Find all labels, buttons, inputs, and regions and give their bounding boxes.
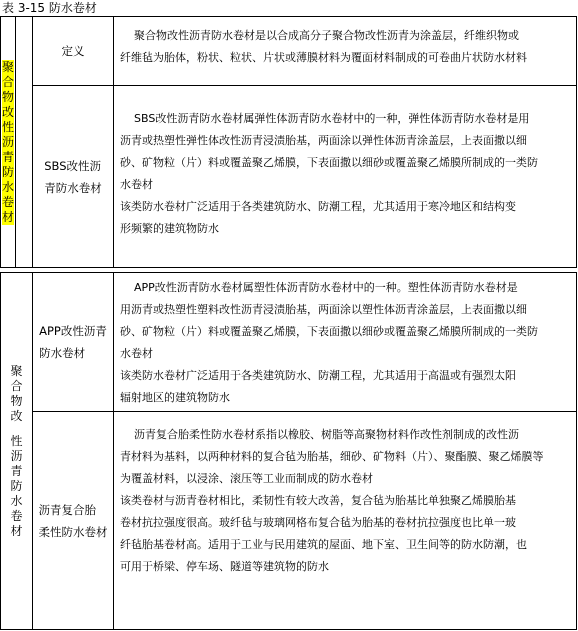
category-cell-2 xyxy=(0,272,33,630)
row-desc-line: 纤毡胎基卷材高。适用于工业与民用建筑的屋面、地下室、卫生间等的防水防潮，也 xyxy=(120,538,527,551)
row-name-line: SBS改性沥 xyxy=(44,158,102,173)
name-cell-sbs xyxy=(32,85,114,268)
category-char: 聚 xyxy=(1,59,14,74)
row-desc-line: 沥青或热塑性弹性体改性沥青浸渍胎基，两面涂以弹性体沥青涂盖层，上表面撒以细 xyxy=(120,134,527,147)
name-cell-app xyxy=(32,272,114,412)
category-char: 青 xyxy=(10,463,23,478)
category-char: 沥 xyxy=(10,448,23,463)
row-name-line: 青防水卷材 xyxy=(44,180,102,195)
name-cell-composite xyxy=(32,411,114,630)
row-desc-line: 聚合物改性沥青防水卷材是以合成高分子聚合物改性沥青为涂盖层，纤维织物或 xyxy=(134,29,519,42)
category-char: 合 xyxy=(1,74,14,89)
category-char: 合 xyxy=(10,378,23,393)
row-desc-line: 该类防水卷材广泛适用于各类建筑防水、防潮工程，尤其适用于高温或有强烈太阳 xyxy=(120,369,516,382)
category-char: 水 xyxy=(10,493,23,508)
waterproof-roll-table xyxy=(0,16,577,630)
category-char: 青 xyxy=(1,149,14,164)
row-desc-line: 卷材抗拉强度很高。玻纤毡与玻璃网格布复合毡为胎基的卷材抗拉强度也比单一玻 xyxy=(120,516,516,529)
row-desc-line: 砂、矿物粒（片）料或覆盖聚乙烯膜，下表面撒以细砂或覆盖聚乙烯膜所制成的一类防 xyxy=(120,325,538,338)
desc-cell-definition xyxy=(113,16,577,86)
row-name-line: 定义 xyxy=(61,44,85,58)
desc-cell-sbs xyxy=(113,85,577,268)
row-desc-line: 为覆盖材料，以浸涂、滚压等工业而制成的防水卷材 xyxy=(120,472,373,485)
category-char: 改 xyxy=(1,104,14,119)
row-desc-line: 形频繁的建筑物防水 xyxy=(120,222,219,235)
category-char: 材 xyxy=(1,209,14,224)
row-name-line: 柔性防水卷材 xyxy=(38,524,108,539)
row-desc-line: 水卷材 xyxy=(120,347,153,360)
table-caption: 表 3-15 防水卷材 xyxy=(2,1,97,15)
row-desc-line: 该类卷材与沥青卷材相比，柔韧性有较大改善，复合毡为胎基比单独聚乙烯膜胎基 xyxy=(120,494,516,507)
row-desc-line: APP改性沥青防水卷材属塑性体沥青防水卷材中的一种。塑性体沥青防水卷材是 xyxy=(134,281,518,294)
category-cell-1 xyxy=(0,16,16,268)
row-desc-line: 辐射地区的建筑物防水 xyxy=(120,391,230,404)
category-char: 水 xyxy=(1,179,14,194)
category-char: 物 xyxy=(10,393,23,408)
category-char: 沥 xyxy=(1,134,14,149)
category-char: 性 xyxy=(10,433,23,448)
category-char: 改 xyxy=(10,408,23,423)
row-name-line: 防水卷材 xyxy=(39,346,86,360)
row-desc-line: 用沥青或热塑性塑料改性沥青浸渍胎基，两面涂以塑性体沥青涂盖层，上表面撒以细 xyxy=(120,303,527,316)
row-desc-line: 可用于桥梁、停车场、隧道等建筑物的防水 xyxy=(120,560,329,573)
row-name-line: 沥青复合胎 xyxy=(38,502,96,517)
name-cell-definition xyxy=(32,16,114,86)
desc-cell-app xyxy=(113,272,577,412)
row-desc-line: 水卷材 xyxy=(120,178,153,191)
category-char: 材 xyxy=(10,523,23,538)
row-desc-line: 沥青复合胎柔性防水卷材系指以橡胶、树脂等高聚物材料作改性剂制成的改性沥 xyxy=(134,428,519,441)
category-char: 卷 xyxy=(10,508,23,523)
category-char: 防 xyxy=(1,164,14,179)
row-desc-line: 纤维毡为胎体，粉状、粒状、片状或薄膜材料为覆面材料制成的可卷曲片状防水材料 xyxy=(120,51,527,64)
row-desc-line: 砂、矿物粒（片）料或覆盖聚乙烯膜，下表面撒以细砂或覆盖聚乙烯膜所制成的一类防 xyxy=(120,156,538,169)
desc-cell-composite xyxy=(113,411,577,630)
category-char: 聚 xyxy=(10,363,23,378)
row-desc-line: 青材料为基料，以两种材料的复合毡为胎基，细砂、矿物料（片）、聚酯膜、聚乙烯膜等 xyxy=(120,450,544,463)
row-desc-line: 该类防水卷材广泛适用于各类建筑防水、防潮工程，尤其适用于寒冷地区和结构变 xyxy=(120,200,516,213)
category-char: 防 xyxy=(10,478,23,493)
category-char: 物 xyxy=(1,89,14,104)
row-name-line: APP改性沥青 xyxy=(39,324,107,338)
row-desc-line: SBS改性沥青防水卷材属弹性体沥青防水卷材中的一种，弹性体沥青防水卷材是用 xyxy=(134,112,530,125)
group1-spacer xyxy=(15,16,33,268)
category-char: 卷 xyxy=(1,194,14,209)
category-char: 性 xyxy=(1,119,14,134)
